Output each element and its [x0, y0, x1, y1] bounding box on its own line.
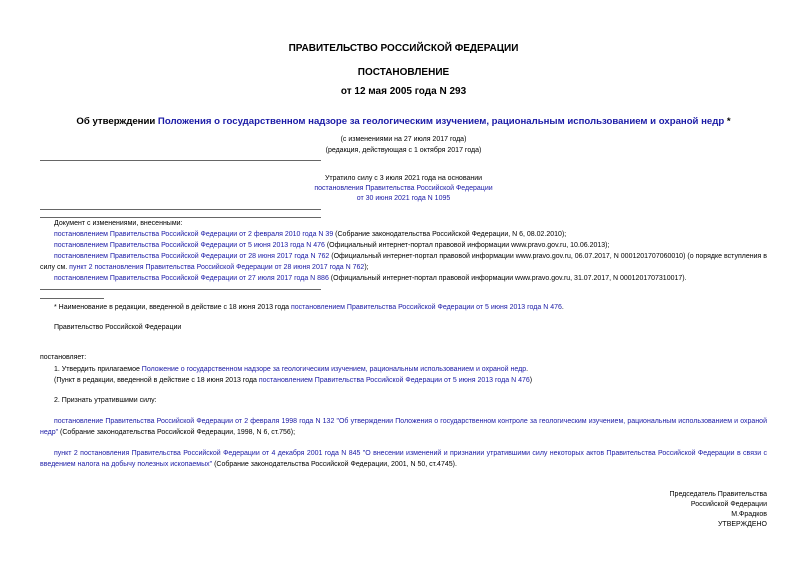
signature-block — [670, 490, 767, 530]
changes-intro: Документ с изменениями, внесенными: — [54, 220, 183, 227]
repeal-link-2[interactable]: от 30 июня 2021 года N 1095 — [356, 195, 451, 202]
repealed-link[interactable]: постановление Правительства Российской Федерации от 2 февраля 1998 года N 132 "Об утверждении Положения о государственном контроле за геологическим изучением, рациональным использованием и охраной недр" — [40, 418, 767, 436]
title-suffix: * — [724, 116, 731, 127]
regulation-link[interactable]: Положение о государственном надзоре за геологическим изучением, рациональным использованием и охраной недр — [141, 366, 527, 373]
footnote-text: . — [561, 304, 564, 311]
approved-label: УТВЕРЖДЕНО — [717, 521, 767, 528]
signature-org: Российской Федерации — [690, 501, 767, 508]
footnote-text: * Наименование в редакции, введенной в действие с 18 июня 2013 года — [54, 304, 291, 311]
footnote — [54, 302, 767, 313]
footnote-link[interactable]: постановлением Правительства Российской Федерации от 5 июня 2013 года N 476 — [291, 304, 562, 311]
repealed-text: (Собрание законодательства Российской Федерации, 1998, N 6, ст.756); — [58, 429, 296, 436]
change-text: (Официальный интернет-портал правовой информации www.pravo.gov.ru, 06.07.2017, N 0001201707060010) (о порядке вступления в силу см. — [40, 253, 767, 271]
government-heading: ПРАВИТЕЛЬСТВО РОССИЙСКОЙ ФЕДЕРАЦИИ — [288, 43, 519, 54]
change-text: (Официальный интернет-портал правовой информации www.pravo.gov.ru, 10.06.2013); — [324, 242, 610, 249]
amendment-link[interactable]: постановлением Правительства Российской Федерации от 5 июня 2013 года N 476 — [258, 377, 530, 384]
divider — [40, 209, 321, 210]
repeal-line: Утратило силу с 3 июля 2021 года на основании — [324, 175, 483, 182]
paragraph-text: 1. Утвердить прилагаемое — [54, 366, 142, 373]
document-title — [0, 116, 807, 127]
change-link[interactable]: постановлением Правительства Российской Федерации от 28 июня 2017 года N 762 — [54, 253, 330, 260]
change-link[interactable]: пункт 2 постановления Правительства Российской Федерации от 28 июня 2017 года N 762 — [69, 264, 365, 271]
body-decrees: постановляет: — [40, 354, 87, 361]
document-type: ПОСТАНОВЛЕНИЕ — [357, 67, 450, 78]
paragraph-2: 2. Признать утратившими силу: — [54, 397, 157, 404]
change-item — [40, 251, 767, 273]
change-item — [54, 240, 767, 251]
paragraph-text: (Пункт в редакции, введенной в действие с 18 июня 2013 года — [54, 377, 259, 384]
title-prefix: Об утверждении — [76, 116, 158, 127]
footnote-divider — [40, 298, 104, 299]
repealed-item — [40, 448, 767, 470]
paragraph-1-note — [54, 375, 767, 386]
divider — [40, 160, 321, 161]
signature-name: М.Фрадков — [731, 511, 767, 518]
change-item — [54, 229, 767, 240]
edition-note: (редакция, действующая с 1 октября 2017 года) — [325, 147, 482, 154]
paragraph-1 — [54, 364, 767, 375]
signature-title: Председатель Правительства — [669, 491, 767, 498]
repeal-link-1[interactable]: постановления Правительства Российской Федерации — [314, 185, 493, 192]
repealed-text: (Собрание законодательства Российской Федерации, 2001, N 50, ст.4745). — [212, 461, 457, 468]
repealed-item — [40, 416, 767, 438]
document-date-number: от 12 мая 2005 года N 293 — [340, 86, 467, 97]
divider — [40, 289, 321, 290]
paragraph-text: ) — [529, 377, 533, 384]
change-link[interactable]: постановлением Правительства Российской Федерации от 2 февраля 2010 года N 39 — [54, 231, 334, 238]
change-link[interactable]: постановлением Правительства Российской Федерации от 27 июля 2017 года N 886 — [54, 275, 329, 282]
change-text: (Собрание законодательства Российской Федерации, N 6, 08.02.2010); — [333, 231, 567, 238]
change-text: ); — [364, 264, 369, 271]
body-government: Правительство Российской Федерации — [54, 324, 182, 331]
repealed-link[interactable]: пункт 2 постановления Правительства Российской Федерации от 4 декабря 2001 года N 845 "О внесении изменений и признании утратившими силу некоторых актов Правительства Российской Федерации в связи с введением налога на добычу полезных ископаемых" — [40, 450, 767, 468]
change-item — [54, 273, 767, 284]
change-text: (Официальный интернет-портал правовой информации www.pravo.gov.ru, 31.07.2017, N 0001201707310017). — [328, 275, 687, 282]
title-link[interactable]: Положения о государственном надзоре за геологическим изучением, рациональным использованием и охраной недр — [157, 116, 725, 127]
changes-note: (с изменениями на 27 июля 2017 года) — [340, 136, 467, 143]
change-link[interactable]: постановлением Правительства Российской Федерации от 5 июня 2013 года N 476 — [54, 242, 325, 249]
paragraph-text: . — [526, 366, 529, 373]
